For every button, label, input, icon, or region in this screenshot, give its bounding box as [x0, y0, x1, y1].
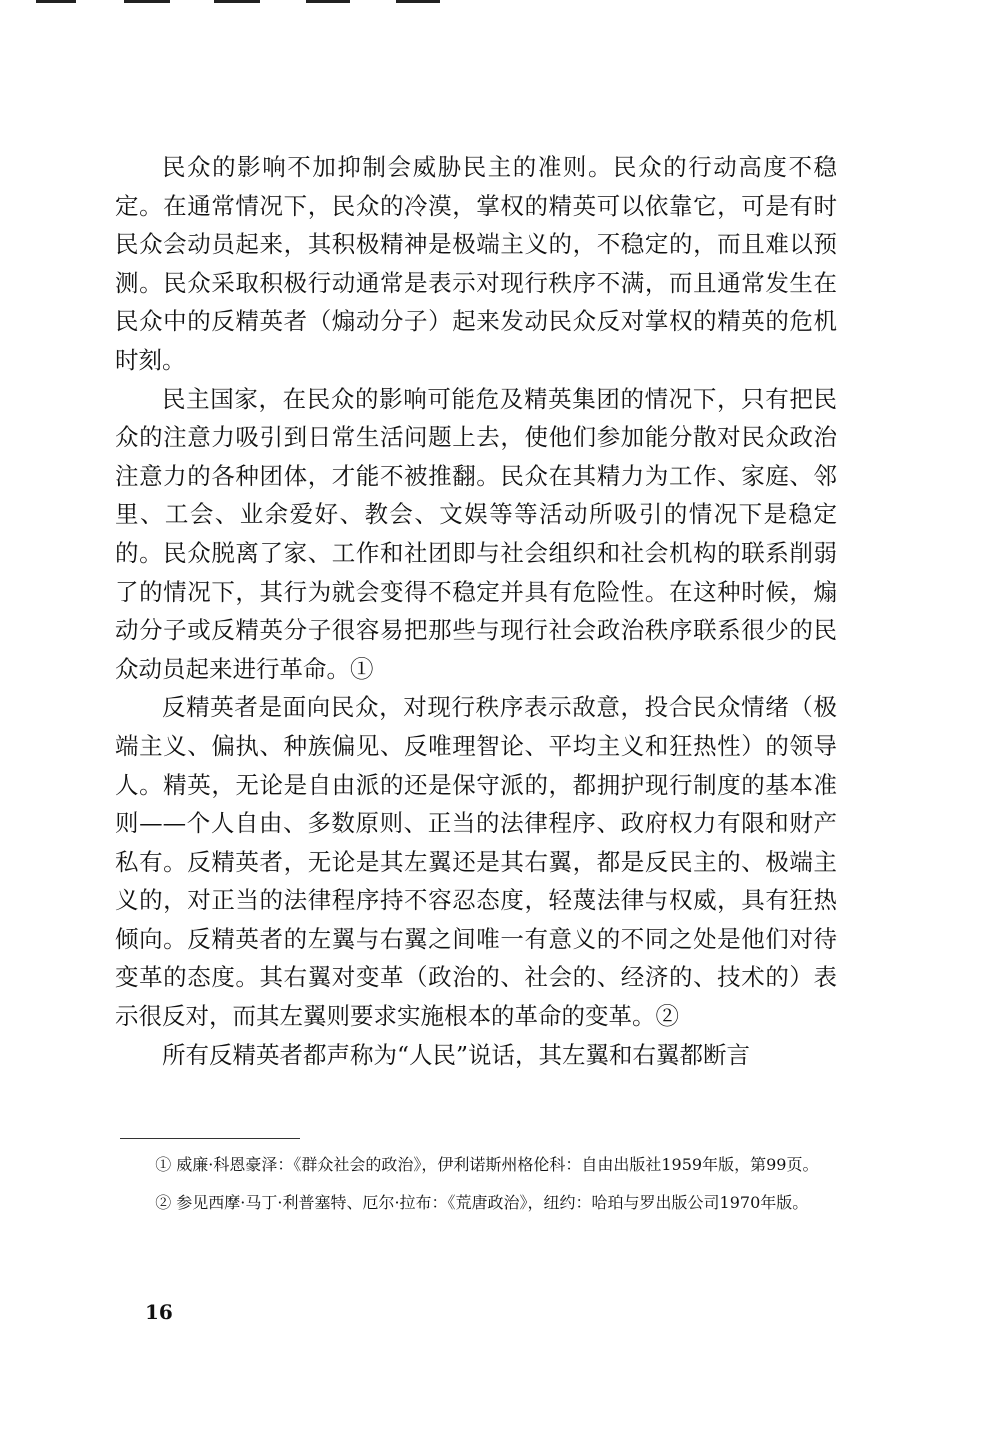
- page-number: 16: [145, 1300, 173, 1324]
- paragraph-4: 所有反精英者都声称为“人民”说话，其左翼和右翼都断言: [162, 1040, 751, 1069]
- footnote-2: ② 参见西摩·马丁·利普塞特、厄尔·拉布：《荒唐政治》，纽约：哈珀与罗出版公司1970年版。: [155, 1193, 809, 1212]
- footnote-divider: [120, 1138, 300, 1139]
- paragraph-3: 反精英者是面向民众，对现行秩序表示敌意，投合民众情绪（极端主义、偏执、种族偏见、反唯理智论、平均主义和狂热性）的领导人。精英，无论是自由派的还是保守派的，都拥护现行制度的基本准则——个人自由、多数原则、正当的法律程序、政府权力有限和财产私有。反精英者，无论是其左翼还是其右翼，都是反民主的、极端主义的，对正当的法律程序持不容忍态度，轻蔑法律与权威，具有狂热倾向。反精英者的左翼与右翼之间唯一有意义的不同之处是他们对待变革的态度。其右翼对变革（政治的、社会的、经济的、技术的）表示很反对，而其左翼则要求实施根本的革命的变革。②: [115, 693, 837, 1031]
- paragraph-2: 民主国家，在民众的影响可能危及精英集团的情况下，只有把民众的注意力吸引到日常生活问题上去，使他们参加能分散对民众政治注意力的各种团体，才能不被推翻。民众在其精力为工作、家庭、邻里、工会、业余爱好、教会、文娱等等活动所吸引的情况下是稳定的。民众脱离了家、工作和社团即与社会组织和社会机构的联系削弱了的情况下，其行为就会变得不稳定并具有危险性。在这种时候，煽动分子或反精英分子很容易把那些与现行社会政治秩序联系很少的民众动员起来进行革命。①: [115, 384, 837, 683]
- paragraph-1: 民众的影响不加抑制会威胁民主的准则。民众的行动高度不稳定。在通常情况下，民众的冷漠，掌权的精英可以依靠它，可是有时民众会动员起来，其积极精神是极端主义的，不稳定的，而且难以预测。民众采取积极行动通常是表示对现行秩序不满，而且通常发生在民众中的反精英者（煽动分子）起来发动民众反对掌权的精英的危机时刻。: [115, 153, 837, 374]
- footnotes: [120, 1150, 838, 1226]
- footnote-1: ① 威廉·科恩豪泽：《群众社会的政治》，伊利诺斯州格伦科：自由出版社1959年版，第99页。: [155, 1155, 819, 1174]
- body-text: [115, 148, 837, 1074]
- top-edge-rules: [36, 0, 456, 4]
